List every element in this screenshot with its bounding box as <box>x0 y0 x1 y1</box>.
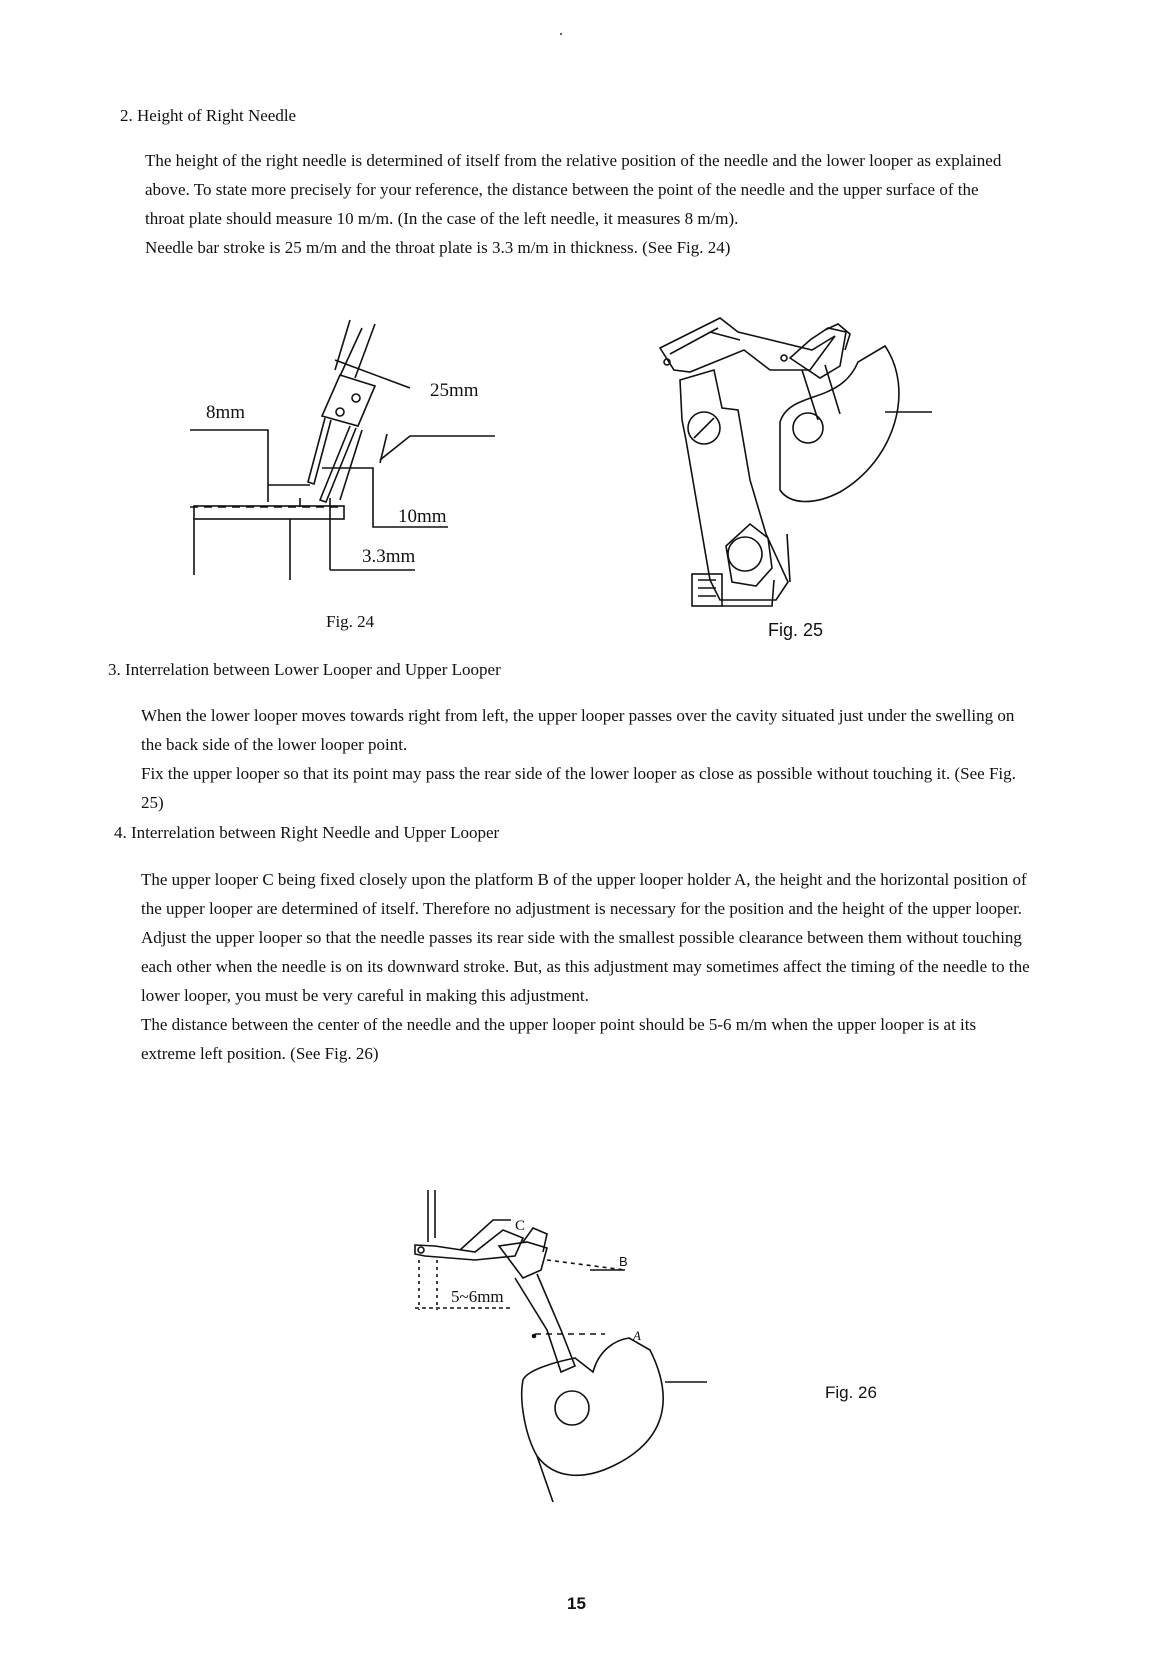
section-2-paragraph-1: The height of the right needle is determined of itself from the relative position of the needle and the lower looper as explained above. To state more precisely for your reference, the distance between the point of the needle and the upper surface of the throat plate should measure 10 m/m. (In the case of the left needle, it measures 8 m/m). <box>145 151 1002 228</box>
section-2-heading: 2. Height of Right Needle <box>120 106 297 125</box>
speck <box>560 33 562 35</box>
fig-26-label-a: A <box>633 1328 641 1343</box>
fig-26-diagram <box>415 1190 745 1530</box>
fig-24-diagram <box>190 320 550 640</box>
section-4-heading: 4. Interrelation between Right Needle and Upper Looper <box>114 823 500 842</box>
section-4-paragraph-3: The distance between the center of the needle and the upper looper point should be 5-6 m/m when the upper looper is at its extreme left position. (See Fig. 26) <box>141 1015 977 1063</box>
fig-24-label-10mm: 10mm <box>398 506 447 527</box>
fig-24-label-25mm: 25mm <box>430 380 479 401</box>
page-number: 15 <box>567 1594 586 1613</box>
fig-24-caption: Fig. 24 <box>326 612 375 631</box>
fig-25-caption: Fig. 25 <box>768 620 824 640</box>
fig-25-diagram <box>640 310 1010 660</box>
fig-24-label-3-3mm: 3.3mm <box>362 546 416 567</box>
section-3-paragraph-1: When the lower looper moves towards right from left, the upper looper passes over the cavity situated just under the swelling on the back side of the lower looper point. <box>141 706 1015 754</box>
section-3-heading: 3. Interrelation between Lower Looper and Upper Looper <box>108 660 501 679</box>
section-3-paragraph-2: Fix the upper looper so that its point may pass the rear side of the lower looper as close as possible without touching it. (See Fig. 25) <box>141 764 1016 812</box>
section-2-paragraph-2: Needle bar stroke is 25 m/m and the throat plate is 3.3 m/m in thickness. (See Fig. 24) <box>145 238 731 257</box>
fig-26-label-c: C <box>515 1218 526 1234</box>
fig-26-label-distance: 5~6mm <box>451 1287 504 1306</box>
fig-26-label-b: B <box>619 1254 628 1269</box>
section-4-paragraph-1: The upper looper C being fixed closely upon the platform B of the upper looper holder A, the height and the horizontal position of the upper looper are determined of itself. Therefore no adjustment is necessary for the position and the height of the upper looper. <box>141 870 1027 918</box>
section-2-body <box>145 146 1020 262</box>
fig-24-label-8mm: 8mm <box>206 402 246 423</box>
section-3-body <box>141 701 1016 817</box>
fig-26-caption: Fig. 26 <box>825 1383 877 1402</box>
section-4-body <box>141 865 1031 1068</box>
section-4-paragraph-2: Adjust the upper looper so that the needle passes its rear side with the smallest possible clearance between them without touching each other when the needle is on its downward stroke. But, as this adjustment may sometimes affect the timing of the needle to the lower looper, you must be very careful in making this adjustment. <box>141 928 1030 1005</box>
